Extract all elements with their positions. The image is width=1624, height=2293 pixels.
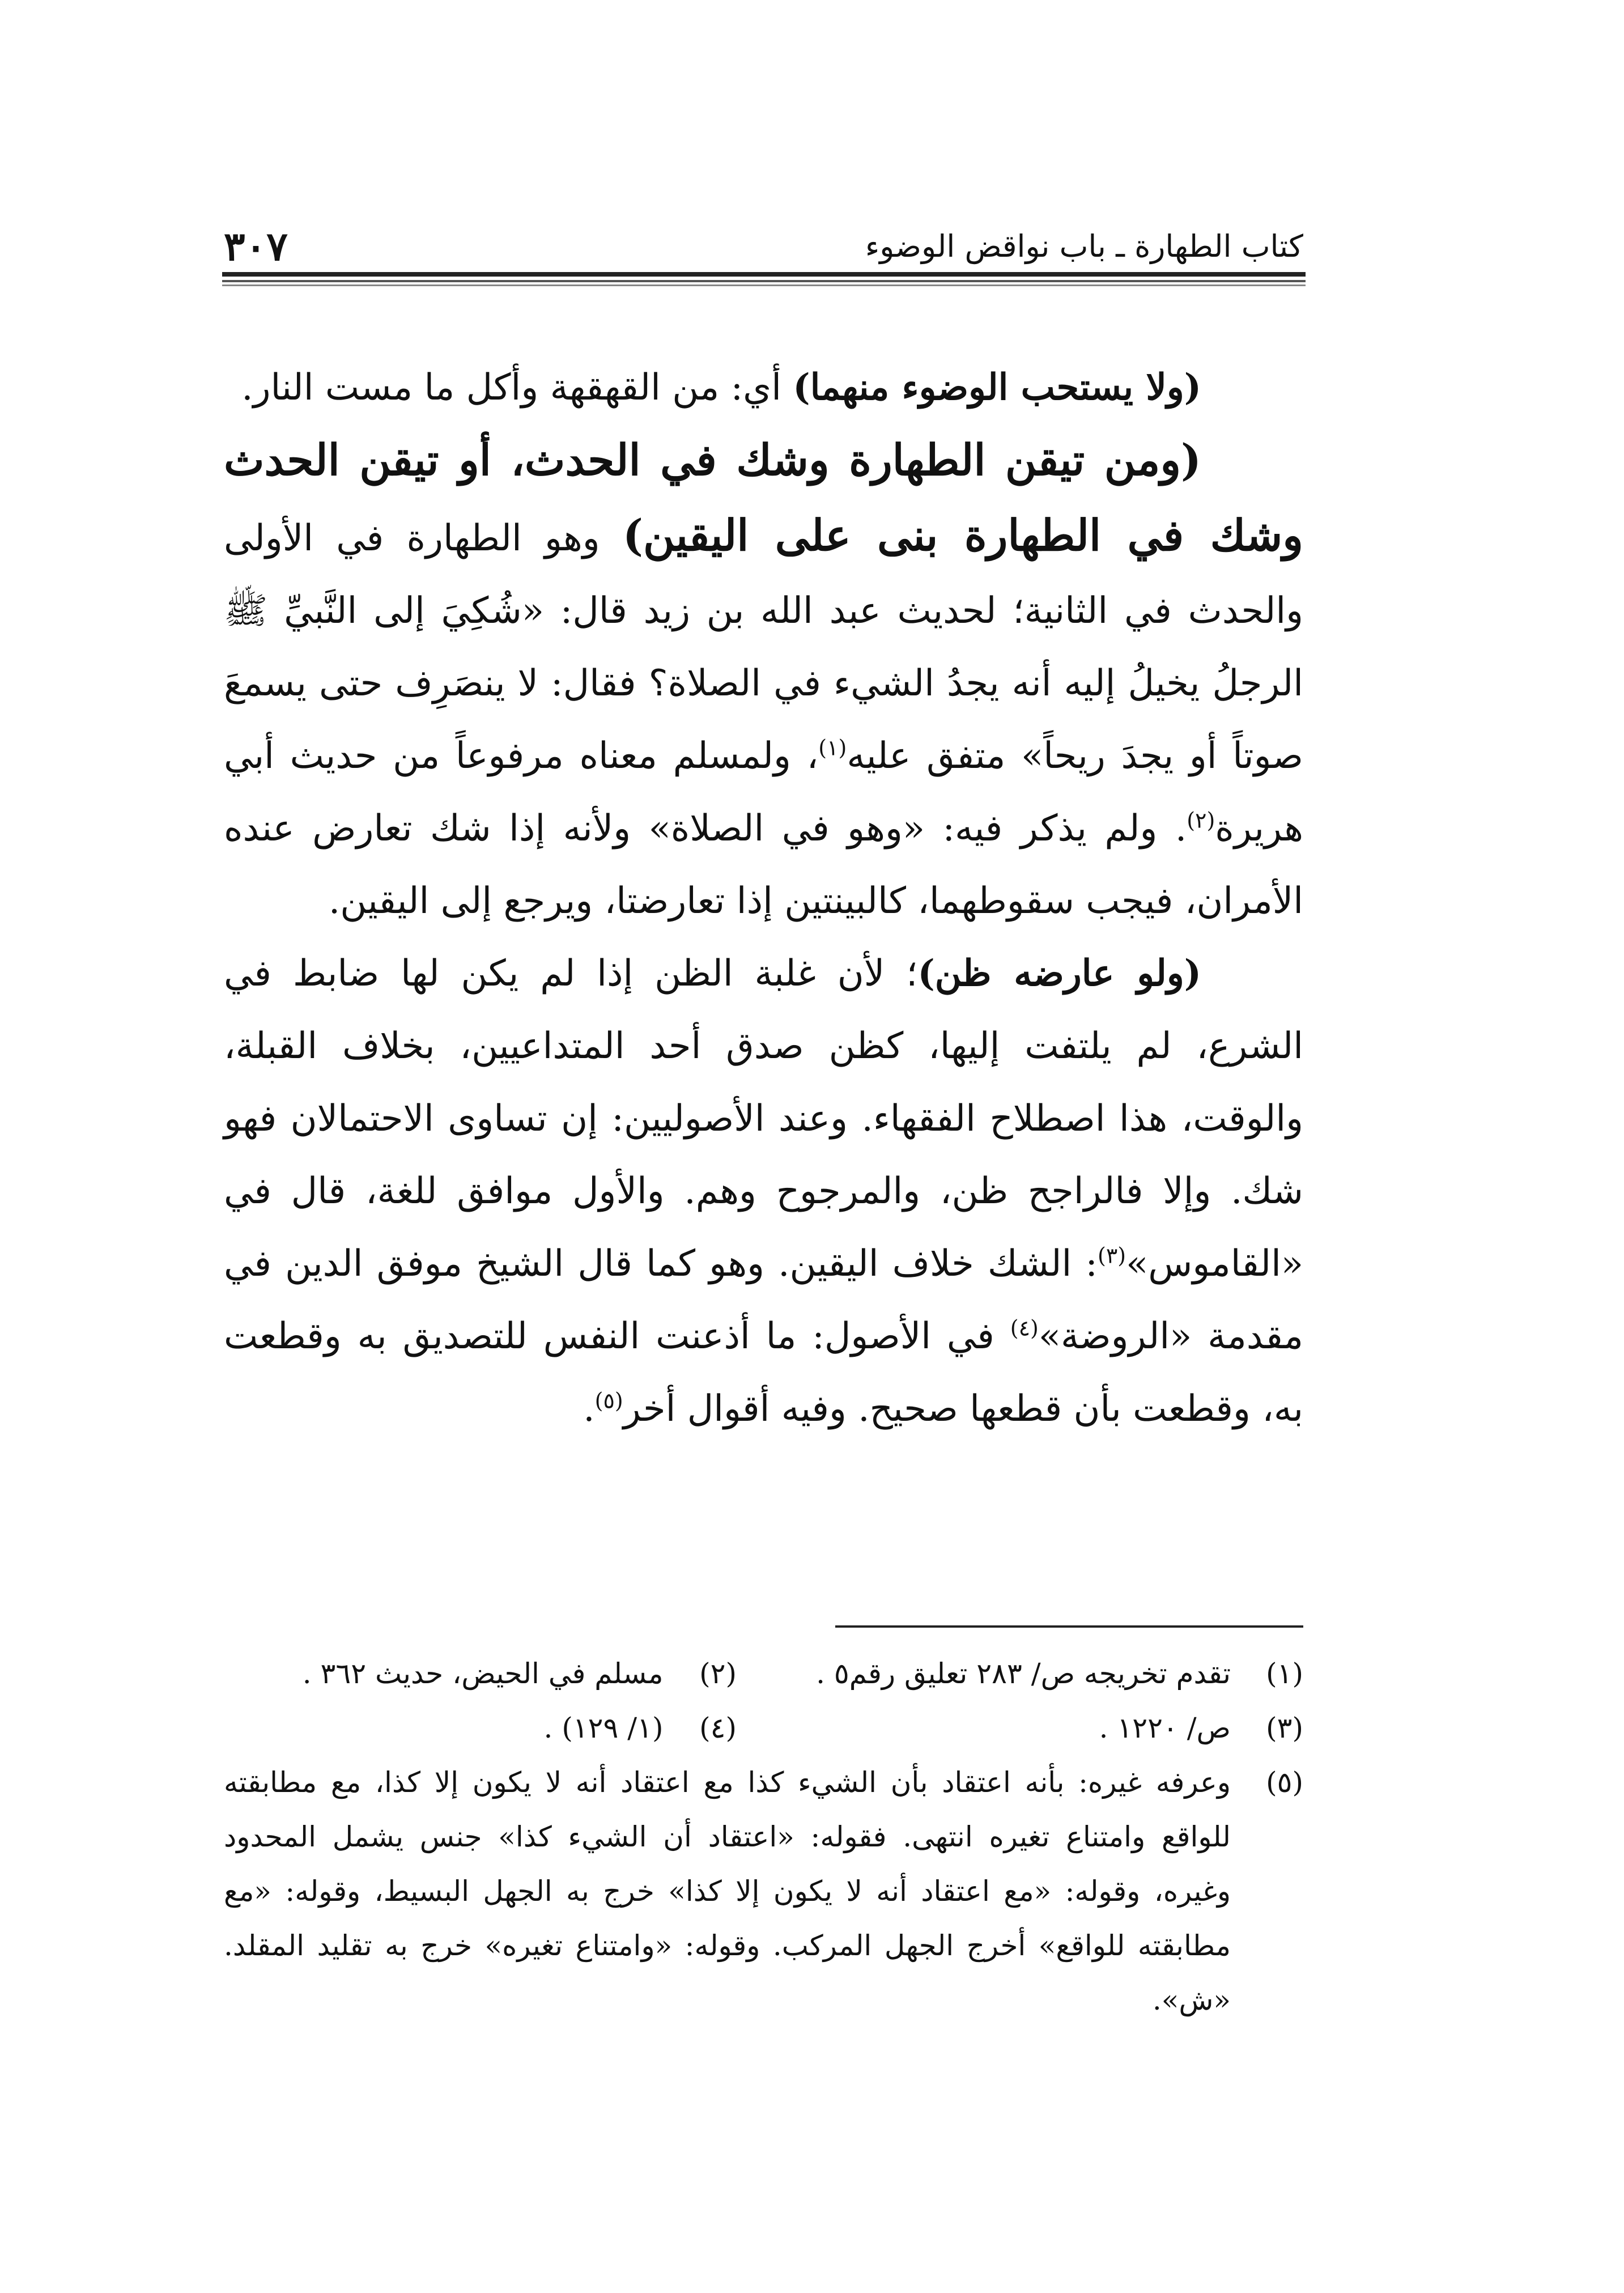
footnote-pair: [544, 1701, 737, 1755]
commentary-text: أي: من القهقهة وأكل ما مست النار.: [241, 367, 793, 409]
footnote-ref: (٥): [594, 1388, 623, 1413]
matn-text: (ولا يستحب الوضوء منهما): [793, 366, 1201, 409]
footnote-ref: (١): [818, 735, 847, 761]
footnote-ref: (٣): [1098, 1243, 1126, 1268]
footnote-number: (٢): [699, 1657, 737, 1690]
main-text: [224, 351, 1303, 1445]
footnote-ref: (٢): [1187, 808, 1215, 833]
commentary-text: . ولم يذكر فيه: «وهو في الصلاة» ولأنه إذا شك تعارض عنده الأمران، فيجب سقوطهما، كالبينتين إذا تعارضتا، ويرجع إلى اليقين.: [224, 808, 1303, 922]
paragraph: [224, 351, 1303, 424]
footnote-number: (٣): [1266, 1712, 1303, 1744]
footnote-row: [224, 1646, 1303, 1701]
commentary-text: في الأصول: ما أذعنت النفس للتصديق به وقطعت به، وقطعت بأن قطعها صحيح. وفيه أقوال أخر: [224, 1315, 1303, 1430]
footnote-text: (١/ ١٢٩) .: [543, 1712, 664, 1744]
commentary-text: : الشك خلاف اليقين. وهو كما قال الشيخ موفق الدين في مقدمة «الروضة»: [224, 1243, 1304, 1357]
commentary-text: ، ولمسلم معناه مرفوعاً من حديث أبي هريرة: [224, 735, 1304, 850]
commentary-text: وهو الطهارة في الأولى والحدث في الثانية؛ لحديث عبد الله بن زيد قال: «شُكِيَ إلى النَّبيِّ ﷺ الرجلُ يخيلُ إليه أنه يجدُ الشيء في الصلاة؟ فقال: لا ينصَرِف حتى يسمعَ صوتاً أو يجدَ ريحاً» متفق عليه: [224, 517, 1304, 777]
header-rule: [222, 272, 1306, 277]
footnote-number: (٤): [699, 1712, 737, 1744]
footnote-text: ص/ ١٢٢٠ .: [1099, 1712, 1231, 1744]
footnote-text: تقدم تخريجه ص/ ٢٨٣ تعليق رقم٥ .: [816, 1657, 1231, 1690]
footnote-text: وعرفه غيره: بأنه اعتقاد بأن الشيء كذا مع اعتقاد أنه لا يكون إلا كذا، مع مطابقته للواقع وامتناع تغيره انتهى. فقوله: «اعتقاد أن الشيء كذا» جنس يشمل المحدود وغيره، وقوله: «مع اعتقاد أنه لا يكون إلا كذا» خرج به الجهل البسيط، وقوله: «مع مطابقته للواقع» أخرج الجهل المركب. وقوله: «وامتناع تغيره» خرج به تقليد المقلد. «ش».: [224, 1766, 1231, 2016]
header-rule-hatch: [222, 284, 1306, 286]
footnote-row: [224, 1701, 1303, 1755]
commentary-text: ؛ لأن غلبة الظن إذا لم يكن لها ضابط في الشرع، لم يلتفت إليها، كظن صدق أحد المتداعيين، بخلاف القبلة، والوقت، هذا اصطلاح الفقهاء. وعند الأصوليين: إن تساوى الاحتمالان فهو شك. وإلا فالراجح ظن، والمرجوح وهم. والأول موافق للغة، قال في «القاموس»: [224, 953, 1304, 1285]
page-number: ٣٠٧: [224, 223, 288, 270]
paragraph: [224, 424, 1303, 937]
matn-text: (ولو عارضه ظن): [917, 952, 1202, 995]
footnote-number: (٥): [1266, 1766, 1303, 1799]
footnote-separator: [835, 1625, 1303, 1628]
commentary-text: .: [583, 1388, 595, 1430]
footnote-text: [816, 1646, 1231, 1701]
footnote-number: (١): [1266, 1657, 1303, 1690]
chapter-title: كتاب الطهارة ـ باب نواقض الوضوء: [865, 228, 1303, 264]
footnote-ref: (٤): [1010, 1315, 1039, 1341]
matn-text: (ومن تيقن الطهارة وشك في الحدث، أو تيقن الحدث وشك في الطهارة بنى على اليقين): [224, 435, 1304, 560]
footnotes: [224, 1646, 1303, 2027]
footnote-5: [224, 1755, 1303, 2027]
footnote-text: مسلم في الحيض، حديث ٣٦٢ .: [302, 1657, 664, 1690]
footnote-pair: [303, 1646, 737, 1701]
running-header: [224, 223, 1303, 270]
header-rule-fine: [222, 280, 1306, 282]
paragraph: [224, 937, 1303, 1445]
